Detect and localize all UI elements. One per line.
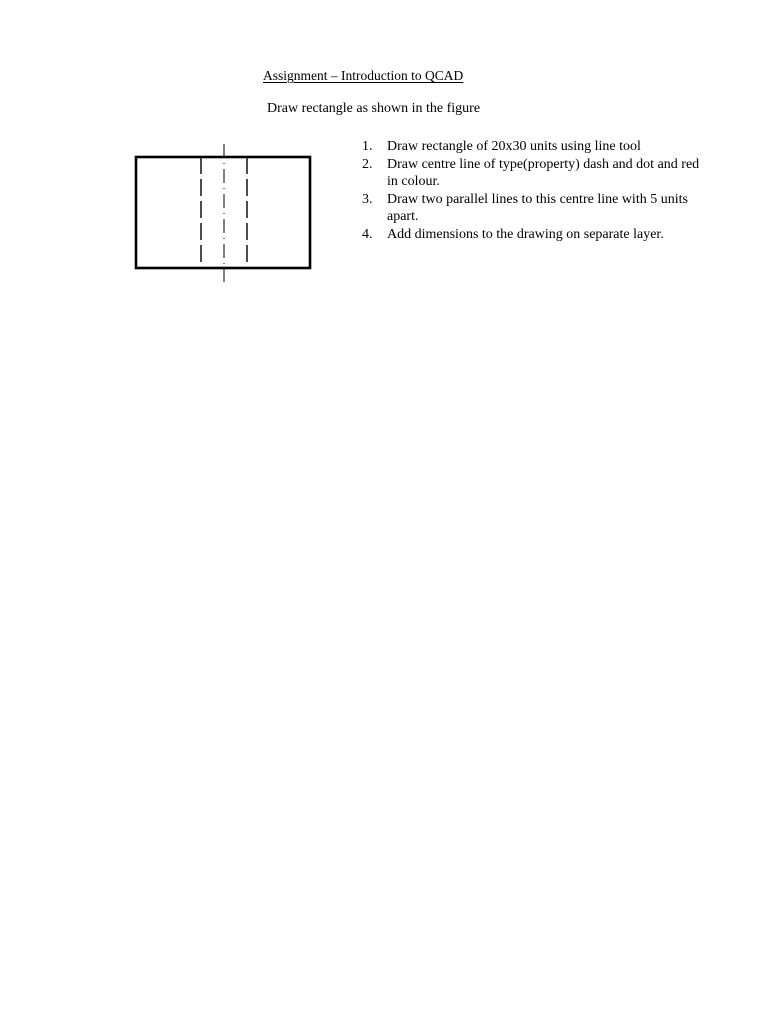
assignment-title: Assignment – Introduction to QCAD (263, 68, 464, 83)
instruction-steps (362, 138, 702, 243)
assignment-instruction: Draw rectangle as shown in the figure (267, 101, 481, 116)
step-item (362, 191, 702, 226)
step-text: Add dimensions to the drawing on separate layer. (387, 226, 664, 242)
step-text: Draw two parallel lines to this centre line with 5 units apart. (387, 191, 688, 224)
step-number: 3. (362, 191, 373, 207)
rectangle-figure (128, 140, 320, 284)
step-text: Draw centre line of type(property) dash and dot and red in colour. (387, 156, 700, 189)
step-item (362, 156, 702, 191)
step-item (362, 138, 702, 156)
step-number: 4. (362, 226, 373, 242)
step-item (362, 226, 702, 244)
rectangle-outline (136, 157, 310, 268)
step-number: 2. (362, 156, 373, 172)
step-number: 1. (362, 139, 373, 154)
step-text: Draw rectangle of 20x30 units using line tool (387, 139, 641, 154)
